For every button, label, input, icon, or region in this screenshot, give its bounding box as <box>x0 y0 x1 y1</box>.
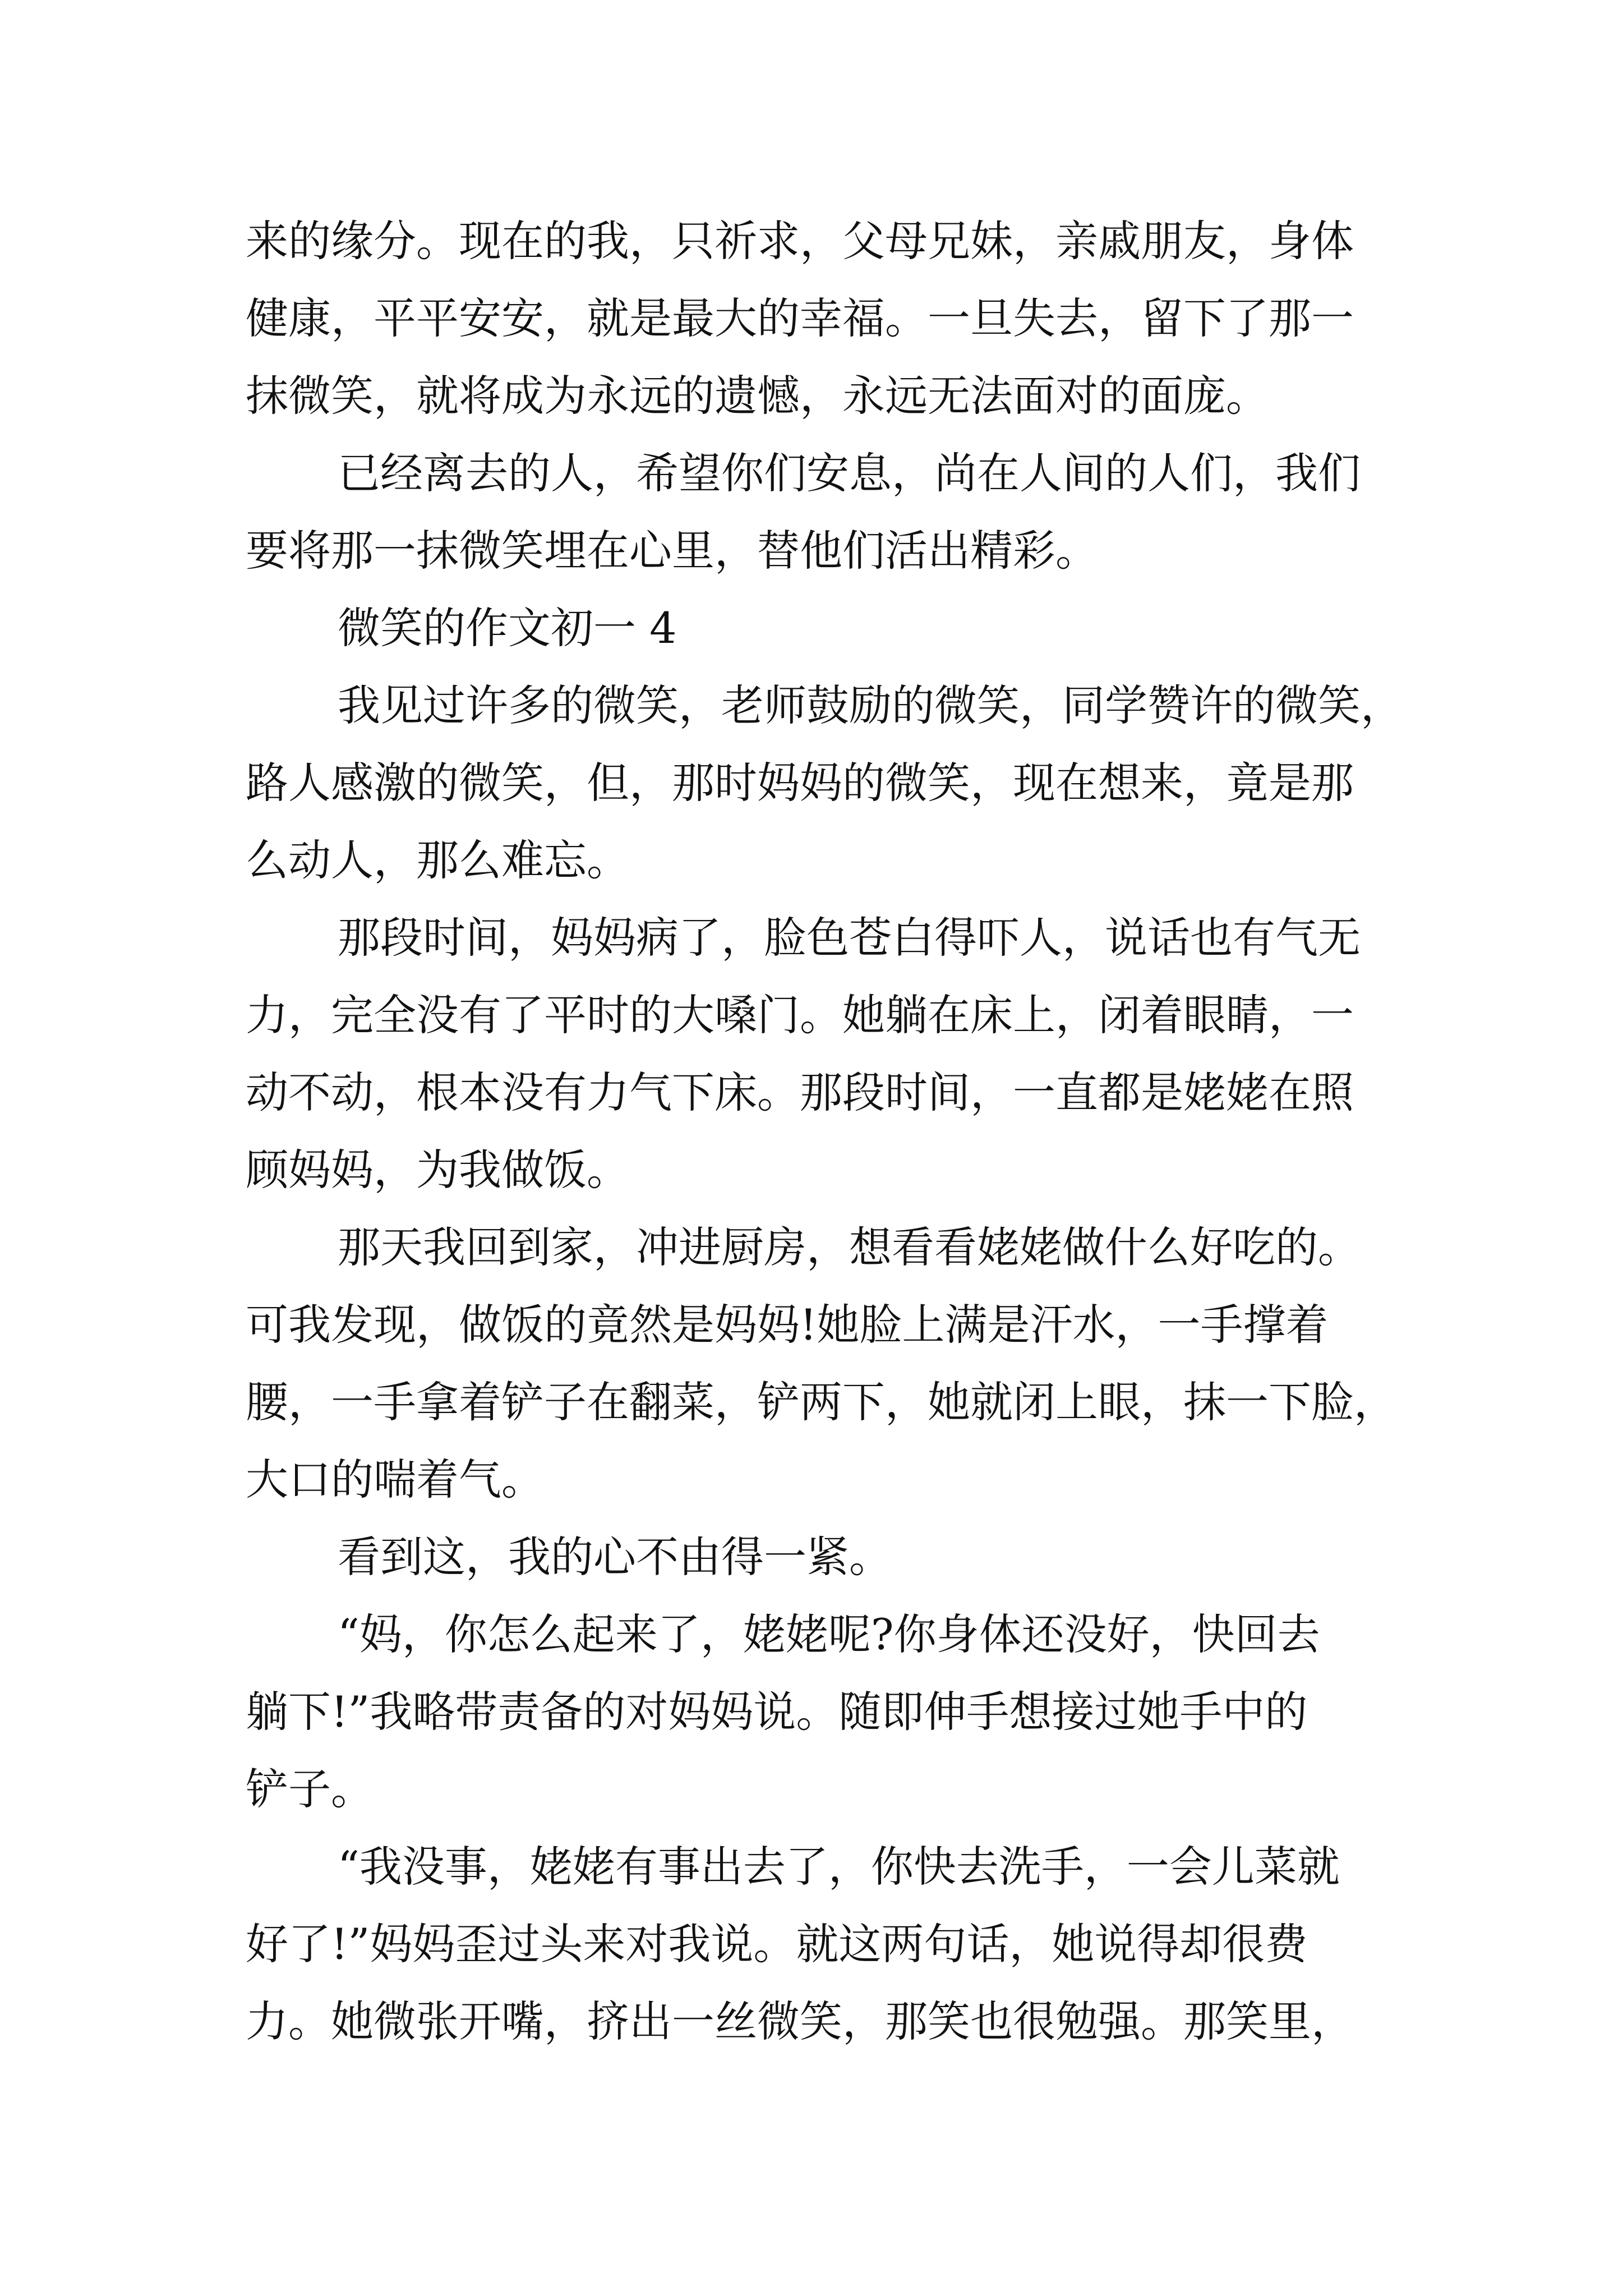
paragraph-start-line: 我见过许多的微笑，老师鼓励的微笑，同学赞许的微笑， <box>338 680 1403 730</box>
paragraph-start-line: 那段时间，妈妈病了，脸色苍白得吓人，说话也有气无 <box>338 913 1361 963</box>
section-heading: 微笑的作文初一 4 <box>338 603 677 653</box>
text-line: 力。她微张开嘴，挤出一丝微笑，那笑也很勉强。那笑里， <box>246 1996 1354 2046</box>
paragraph-start-line: “妈，你怎么起来了，姥姥呢?你身体还没好，快回去 <box>338 1609 1320 1659</box>
paragraph-start-line: 已经离去的人，希望你们安息，尚在人间的人们，我们 <box>338 448 1361 498</box>
text-line: 腰，一手拿着铲子在翻菜，铲两下，她就闭上眼，抹一下脸， <box>246 1377 1396 1427</box>
paragraph-start-line: 那天我回到家，冲进厨房，想看看姥姥做什么好吃的。 <box>338 1222 1361 1272</box>
text-line: 健康，平平安安，就是最大的幸福。一旦失去，留下了那一 <box>246 293 1354 343</box>
paragraph-start-line: 看到这，我的心不由得一紧。 <box>338 1532 892 1582</box>
text-line: 大口的喘着气。 <box>246 1455 544 1504</box>
text-line: 顾妈妈，为我做饭。 <box>246 1145 629 1195</box>
text-line: 铲子。 <box>246 1764 374 1814</box>
text-line: 可我发现，做饭的竟然是妈妈!她脸上满是汗水，一手撑着 <box>246 1300 1329 1350</box>
paragraph-start-line: “我没事，姥姥有事出去了，你快去洗手，一会儿菜就 <box>338 1842 1340 1892</box>
text-line: 动不动，根本没有力气下床。那段时间，一直都是姥姥在照 <box>246 1068 1354 1117</box>
text-line: 力，完全没有了平时的大嗓门。她躺在床上，闭着眼睛，一 <box>246 990 1354 1040</box>
text-line: 来的缘分。现在的我，只祈求，父母兄妹，亲戚朋友，身体 <box>246 216 1354 266</box>
text-line: 要将那一抹微笑埋在心里，替他们活出精彩。 <box>246 526 1098 576</box>
text-line: 抹微笑，就将成为永远的遗憾，永远无法面对的面庞。 <box>246 371 1269 421</box>
text-line: 好了!”妈妈歪过头来对我说。就这两句话，她说得却很费 <box>246 1919 1308 1969</box>
text-line: 路人感激的微笑，但，那时妈妈的微笑，现在想来，竟是那 <box>246 758 1354 808</box>
text-line: 么动人，那么难忘。 <box>246 835 629 885</box>
text-line: 躺下!”我略带责备的对妈妈说。随即伸手想接过她手中的 <box>246 1687 1308 1737</box>
